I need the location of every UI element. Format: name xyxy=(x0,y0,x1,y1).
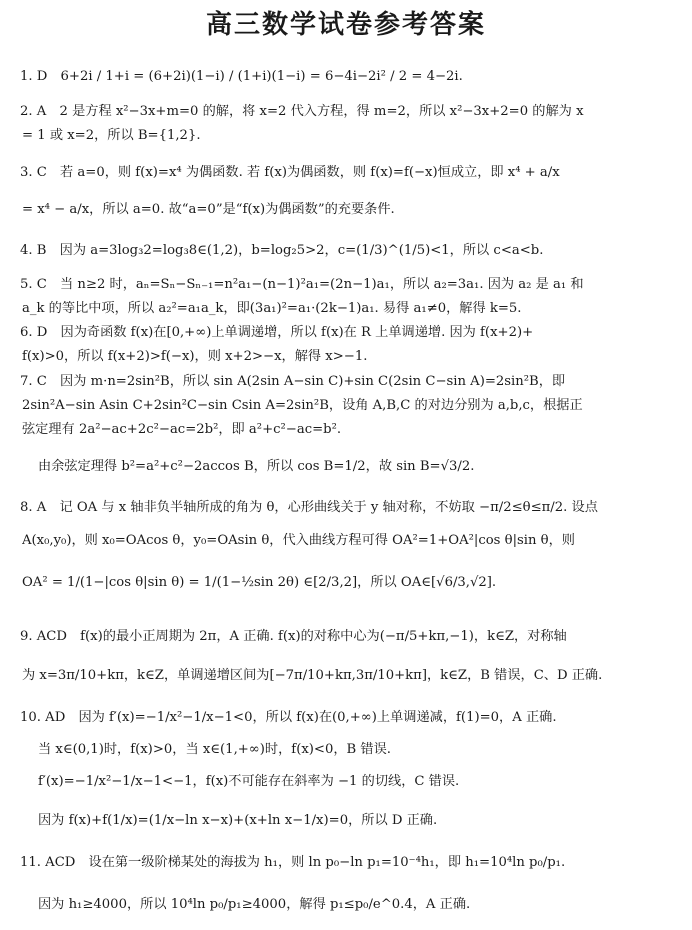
answer-9-line-1: 9. ACD f(x)的最小正周期为 2π，A 正确. f(x)的对称中心为(−π/5+kπ,−1)，k∈Z，对称轴 xyxy=(20,629,567,644)
page-title: 高三数学试卷参考答案 xyxy=(205,10,486,40)
answer-10-line-3: f′(x)=−1/x²−1/x−1<−1，f(x)不可能存在斜率为 −1 的切线，C 错误. xyxy=(38,774,460,789)
answer-7-line-1: 7. C 因为 m·n=2sin²B，所以 sin A(2sin A−sin C)+sin C(2sin C−sin A)=2sin²B，即 xyxy=(20,374,566,389)
answer-7-line-3: 弦定理有 2a²−ac+2c²−ac=2b²，即 a²+c²−ac=b². xyxy=(22,422,342,437)
answer-2-line-1: 2. A 2 是方程 x²−3x+m=0 的解，将 x=2 代入方程，得 m=2，所以 x²−3x+2=0 的解为 x xyxy=(20,104,584,119)
answer-3-line-2: = x⁴ − a/x，所以 a=0. 故“a=0”是“f(x)为偶函数”的充要条件. xyxy=(22,202,395,217)
answer-4: 4. B 因为 a=3log₃2=log₃8∈(1,2)，b=log₂5>2，c=(1/3)^(1/5)<1，所以 c<a<b. xyxy=(20,243,544,258)
answer-6-line-1: 6. D 因为奇函数 f(x)在[0,+∞)上单调递增，所以 f(x)在 R 上单调递增. 因为 f(x+2)+ xyxy=(20,325,534,340)
answer-11-line-2: 因为 h₁≥4000，所以 10⁴ln p₀/p₁≥4000，解得 p₁≤p₀/e^0.4，A 正确. xyxy=(38,897,471,912)
answer-10-line-1: 10. AD 因为 f′(x)=−1/x²−1/x−1<0，所以 f(x)在(0,+∞)上单调递减，f(1)=0，A 正确. xyxy=(20,710,557,725)
answer-1: 1. D 6+2i / 1+i = (6+2i)(1−i) / (1+i)(1−i) = 6−4i−2i² / 2 = 4−2i. xyxy=(20,69,463,84)
answer-8-line-3: OA² = 1/(1−|cos θ|sin θ) = 1/(1−½sin 2θ) ∈[2/3,2]，所以 OA∈[√6/3,√2]. xyxy=(22,575,497,590)
answer-3-line-1: 3. C 若 a=0，则 f(x)=x⁴ 为偶函数. 若 f(x)为偶函数，则 f(x)=f(−x)恒成立，即 x⁴ + a/x xyxy=(20,165,560,180)
answer-7-line-4: 由余弦定理得 b²=a²+c²−2accos B，所以 cos B=1/2，故 sin B=√3/2. xyxy=(38,459,475,474)
answer-5-line-2: a_k 的等比中项，所以 a₂²=a₁a_k，即(3a₁)²=a₁·(2k−1)a₁. 易得 a₁≠0，解得 k=5. xyxy=(22,301,522,316)
answer-9-line-2: 为 x=3π/10+kπ，k∈Z，单调递增区间为[−7π/10+kπ,3π/10+kπ]，k∈Z，B 错误，C、D 正确. xyxy=(22,668,603,683)
answer-6-line-2: f(x)>0，所以 f(x+2)>f(−x)，则 x+2>−x，解得 x>−1. xyxy=(22,349,368,364)
answer-8-line-2: A(x₀,y₀)，则 x₀=OAcos θ，y₀=OAsin θ，代入曲线方程可得 OA²=1+OA²|cos θ|sin θ，则 xyxy=(22,533,575,548)
answer-5-line-1: 5. C 当 n≥2 时，aₙ=Sₙ−Sₙ₋₁=n²a₁−(n−1)²a₁=(2n−1)a₁，所以 a₂=3a₁. 因为 a₂ 是 a₁ 和 xyxy=(20,277,584,292)
answer-10-line-2: 当 x∈(0,1)时，f(x)>0，当 x∈(1,+∞)时，f(x)<0，B 错误. xyxy=(38,742,391,757)
answer-8-line-1: 8. A 记 OA 与 x 轴非负半轴所成的角为 θ，心形曲线关于 y 轴对称，不妨取 −π/2≤θ≤π/2. 设点 xyxy=(20,500,598,515)
answer-2-line-2: = 1 或 x=2，所以 B={1,2}. xyxy=(22,128,201,143)
answer-10-line-4: 因为 f(x)+f(1/x)=(1/x−ln x−x)+(x+ln x−1/x)=0，所以 D 正确. xyxy=(38,813,438,828)
answer-7-line-2: 2sin²A−sin Asin C+2sin²C−sin Csin A=2sin²B，设角 A,B,C 的对边分别为 a,b,c，根据正 xyxy=(22,398,583,413)
answer-11-line-1: 11. ACD 设在第一级阶梯某处的海拔为 h₁，则 ln p₀−ln p₁=10⁻⁴h₁，即 h₁=10⁴ln p₀/p₁. xyxy=(20,855,566,870)
